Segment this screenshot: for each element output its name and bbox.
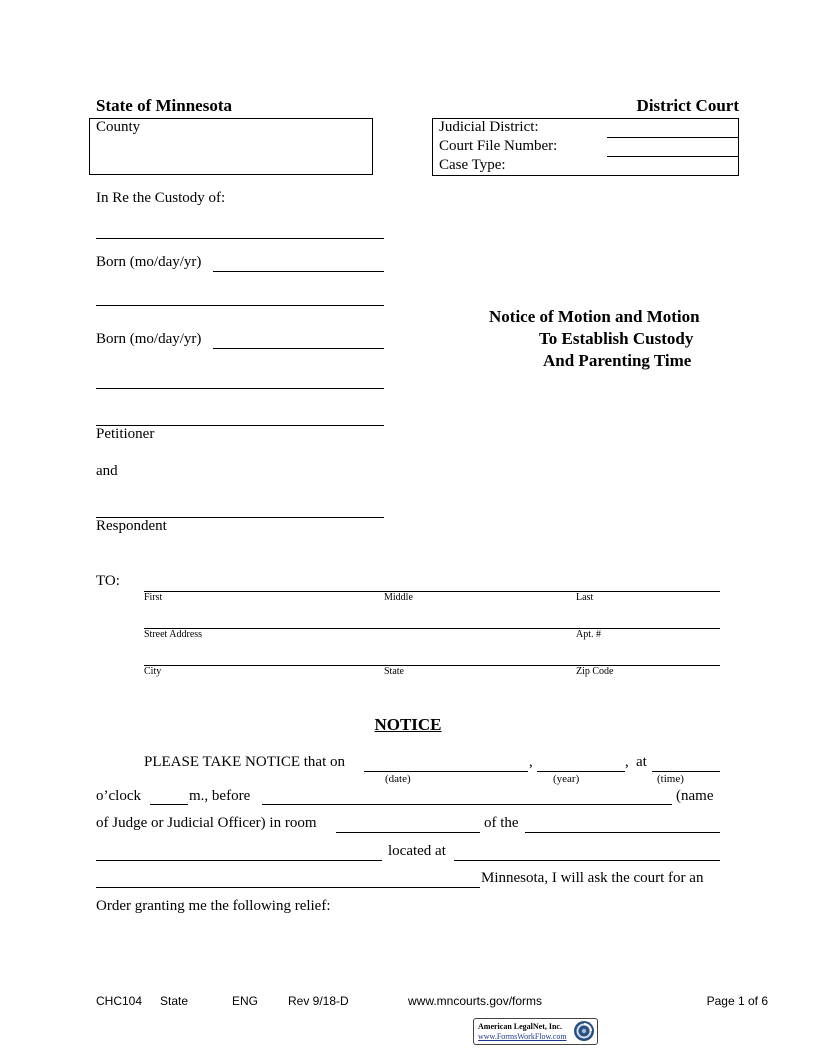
comma-1: ,: [529, 754, 533, 770]
of-the-text: of the: [484, 815, 519, 831]
year-hint: (year): [553, 773, 580, 785]
time-hint: (time): [657, 773, 684, 785]
footer-url[interactable]: www.mncourts.gov/forms: [408, 994, 543, 1008]
case-info-box: [432, 118, 739, 176]
am-pm-field[interactable]: [150, 804, 188, 805]
and-label: and: [96, 463, 118, 479]
at-text: at: [636, 754, 647, 770]
room-field[interactable]: [336, 832, 480, 833]
county-box[interactable]: [89, 118, 373, 175]
year-field[interactable]: [537, 771, 625, 772]
respondent-label: Respondent: [96, 518, 167, 534]
minnesota-text: Minnesota, I will ask the court for an: [481, 870, 704, 886]
date-hint: (date): [385, 773, 411, 785]
footer-revision: Rev 9/18-D: [288, 994, 349, 1008]
footer-language: ENG: [232, 994, 259, 1008]
street-address-hint: Street Address: [144, 629, 203, 640]
logo-company-text: American LegalNet, Inc.: [478, 1022, 562, 1031]
case-type-label: Case Type:: [439, 157, 506, 173]
oclock-text: o’clock: [96, 788, 141, 804]
court-file-number-label: Court File Number:: [439, 138, 558, 154]
child1-name-field[interactable]: [96, 238, 384, 239]
time-field[interactable]: [652, 771, 720, 772]
to-label: TO:: [96, 573, 120, 589]
m-before-text: m., before: [189, 788, 251, 804]
form-title-line2: To Establish Custody: [539, 329, 694, 348]
date-field[interactable]: [364, 771, 528, 772]
please-take-notice-text: PLEASE TAKE NOTICE that on: [144, 754, 346, 770]
notice-heading: NOTICE: [374, 715, 442, 734]
court-heading: District Court: [636, 96, 739, 115]
order-relief-text: Order granting me the following relief:: [96, 898, 331, 914]
born2-date-field[interactable]: [213, 348, 384, 349]
form-code: CHC104: [96, 994, 143, 1008]
located-at-text: located at: [388, 843, 446, 859]
first-name-hint: First: [144, 592, 163, 603]
child2-name-field[interactable]: [96, 305, 384, 306]
petitioner-label: Petitioner: [96, 426, 155, 442]
page-number: Page 1 of 6: [706, 994, 768, 1008]
city-hint: City: [144, 666, 162, 677]
apt-hint: Apt. #: [576, 629, 601, 640]
to-address-field[interactable]: [144, 628, 720, 629]
judge-name-field[interactable]: [262, 804, 672, 805]
extra-line-field[interactable]: [96, 388, 384, 389]
judge-room-text: of Judge or Judicial Officer) in room: [96, 815, 317, 831]
comma-2: ,: [625, 754, 629, 770]
born2-label: Born (mo/day/yr): [96, 331, 202, 347]
footer-state: State: [160, 994, 189, 1008]
logo-url-text: www.FormsWorkFlow.com: [478, 1032, 567, 1041]
american-legalnet-logo[interactable]: [473, 1018, 598, 1045]
born1-label: Born (mo/day/yr): [96, 254, 202, 270]
judicial-district-field[interactable]: [607, 137, 738, 138]
courthouse-field[interactable]: [525, 832, 720, 833]
state-hint: State: [384, 666, 404, 677]
last-name-hint: Last: [576, 592, 594, 603]
form-title-line1: Notice of Motion and Motion: [489, 307, 700, 326]
name-text: (name: [676, 788, 714, 804]
zip-hint: Zip Code: [576, 666, 614, 677]
globe-icon: [573, 1020, 595, 1047]
middle-name-hint: Middle: [384, 592, 413, 603]
born1-date-field[interactable]: [213, 271, 384, 272]
judicial-district-label: Judicial District:: [439, 119, 539, 135]
court-file-number-field[interactable]: [607, 156, 738, 157]
county-label: County: [96, 119, 141, 135]
to-city-field[interactable]: [144, 665, 720, 666]
form-title-line3: And Parenting Time: [543, 351, 692, 370]
to-name-field[interactable]: [144, 591, 720, 592]
state-heading: State of Minnesota: [96, 96, 232, 115]
location-field[interactable]: [454, 860, 720, 861]
in-re-label: In Re the Custody of:: [96, 190, 226, 206]
address-city-field[interactable]: [96, 887, 480, 888]
courthouse-name-field[interactable]: [96, 860, 382, 861]
